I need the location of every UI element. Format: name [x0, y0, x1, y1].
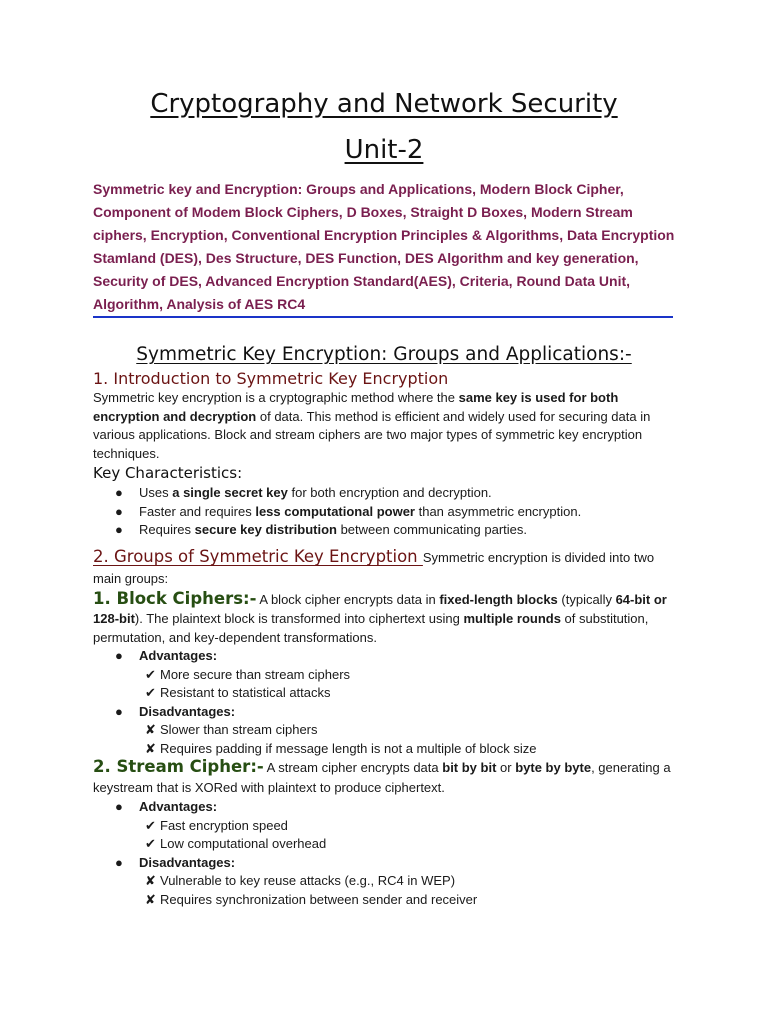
list-item: ● Faster and requires less computational power than asymmetric encryption. — [93, 503, 675, 522]
stream-cipher-heading: 2. Stream Cipher:- — [93, 757, 264, 776]
intro-section — [93, 369, 675, 463]
bullet-icon: ● — [115, 703, 123, 719]
document-subtitle: Unit-2 — [344, 135, 424, 165]
checkmark-icon: ✔ — [145, 836, 156, 851]
checkmark-icon: ✔ — [145, 817, 156, 833]
bullet-icon: ● — [115, 485, 123, 500]
cross-icon: ✘ — [145, 873, 156, 888]
divider-line — [93, 316, 673, 318]
block-disadvantages — [93, 703, 675, 722]
list-item: ✔ Low computational overhead — [93, 835, 675, 854]
list-item: ✔ Fast encryption speed — [93, 817, 675, 836]
list-item: ✘ Slower than stream ciphers — [93, 721, 675, 740]
bullet-icon: ● — [115, 799, 123, 814]
list-item: ✘ Requires synchronization between sender and receiver — [93, 891, 675, 910]
stream-advantages — [93, 798, 675, 817]
intro-heading: 1. Introduction to Symmetric Key Encryption — [93, 369, 449, 388]
section-title: Symmetric Key Encryption: Groups and Applications:- — [136, 344, 632, 365]
list-item: ● Advantages: — [93, 798, 675, 817]
bullet-icon: ● — [115, 503, 123, 519]
block-advantages — [93, 647, 675, 666]
checkmark-icon: ✔ — [145, 685, 156, 700]
list-item: ✔ More secure than stream ciphers — [93, 666, 675, 685]
list-item: ● Uses a single secret key for both encryption and decryption. — [93, 484, 675, 503]
intro-paragraph: Symmetric key encryption is a cryptographic method where the same key is used for both encryption and decryption of data. This method is efficient and widely used for securing data in various applications. Block and stream ciphers are two major types of symmetric key encryption techniques. — [93, 390, 651, 461]
stream-cipher-section: 2. Stream Cipher:- A stream cipher encrypts data bit by bit or byte by byte, generating a keystream that is XORed with plaintext to produce ciphertext. ● Advantages: ✔ Fast encryption speed ✔ Low computational overhead ● Disadvantages: ✘ Vulnerable to key reuse attacks (e.g., RC4 in WEP) ✘ Requires synchronization between sender and receiver — [93, 757, 675, 909]
list-item: ✘ Vulnerable to key reuse attacks (e.g., RC4 in WEP) — [93, 872, 675, 891]
block-cipher-heading: 1. Block Ciphers:- — [93, 589, 257, 608]
bullet-icon: ● — [115, 648, 123, 663]
syllabus-text: Symmetric key and Encryption: Groups and Applications, Modern Block Cipher, Component of Modem Block Ciphers, D Boxes, Straight D Boxes, Modern Stream ciphers, Encryption, Conventional Encryption Principles & Algorithms, Data Encryption Stamland (DES), Des Structure, DES Function, DES Algorithm and key generation, Security of DES, Advanced Encryption Standard(AES), Criteria, Round Data Unit, Algorithm, Analysis of AES RC4 — [93, 181, 675, 312]
list-item: ● Advantages: — [93, 647, 675, 666]
bullet-icon: ● — [115, 854, 123, 870]
list-item: ● Disadvantages: — [93, 854, 675, 873]
key-characteristics-section — [93, 464, 675, 540]
document-title: Cryptography and Network Security — [150, 89, 618, 119]
list-item: ✘ Requires padding if message length is not a multiple of block size — [93, 740, 675, 759]
bullet-icon: ● — [115, 522, 123, 537]
list-item: ● Disadvantages: — [93, 703, 675, 722]
list-item: ✔ Resistant to statistical attacks — [93, 684, 675, 703]
groups-section — [93, 546, 675, 589]
key-characteristics-heading: Key Characteristics: — [93, 464, 243, 482]
groups-intro-text: Symmetric encryption is divided into two main groups: — [93, 550, 655, 586]
block-cipher-section: 1. Block Ciphers:- A block cipher encrypts data in fixed-length blocks (typically 64-bit or 128-bit). The plaintext block is transformed into ciphertext using multiple rounds of substitution, permutation, and key-dependent transformations. ● Advantages: ✔ More secure than stream ciphers ✔ Resistant to statistical attacks ● Disadvantages: ✘ Slower than stream ciphers ✘ Requires padding if message length is not a multiple of block size — [93, 589, 675, 758]
cross-icon: ✘ — [145, 722, 156, 737]
list-item: ● Requires secure key distribution between communicating parties. — [93, 521, 675, 540]
cross-icon: ✘ — [145, 740, 156, 756]
cross-icon: ✘ — [145, 891, 156, 907]
checkmark-icon: ✔ — [145, 666, 156, 682]
key-characteristics-list — [93, 484, 675, 540]
stream-disadvantages — [93, 854, 675, 873]
groups-heading: 2. Groups of Symmetric Key Encryption — [93, 547, 423, 566]
